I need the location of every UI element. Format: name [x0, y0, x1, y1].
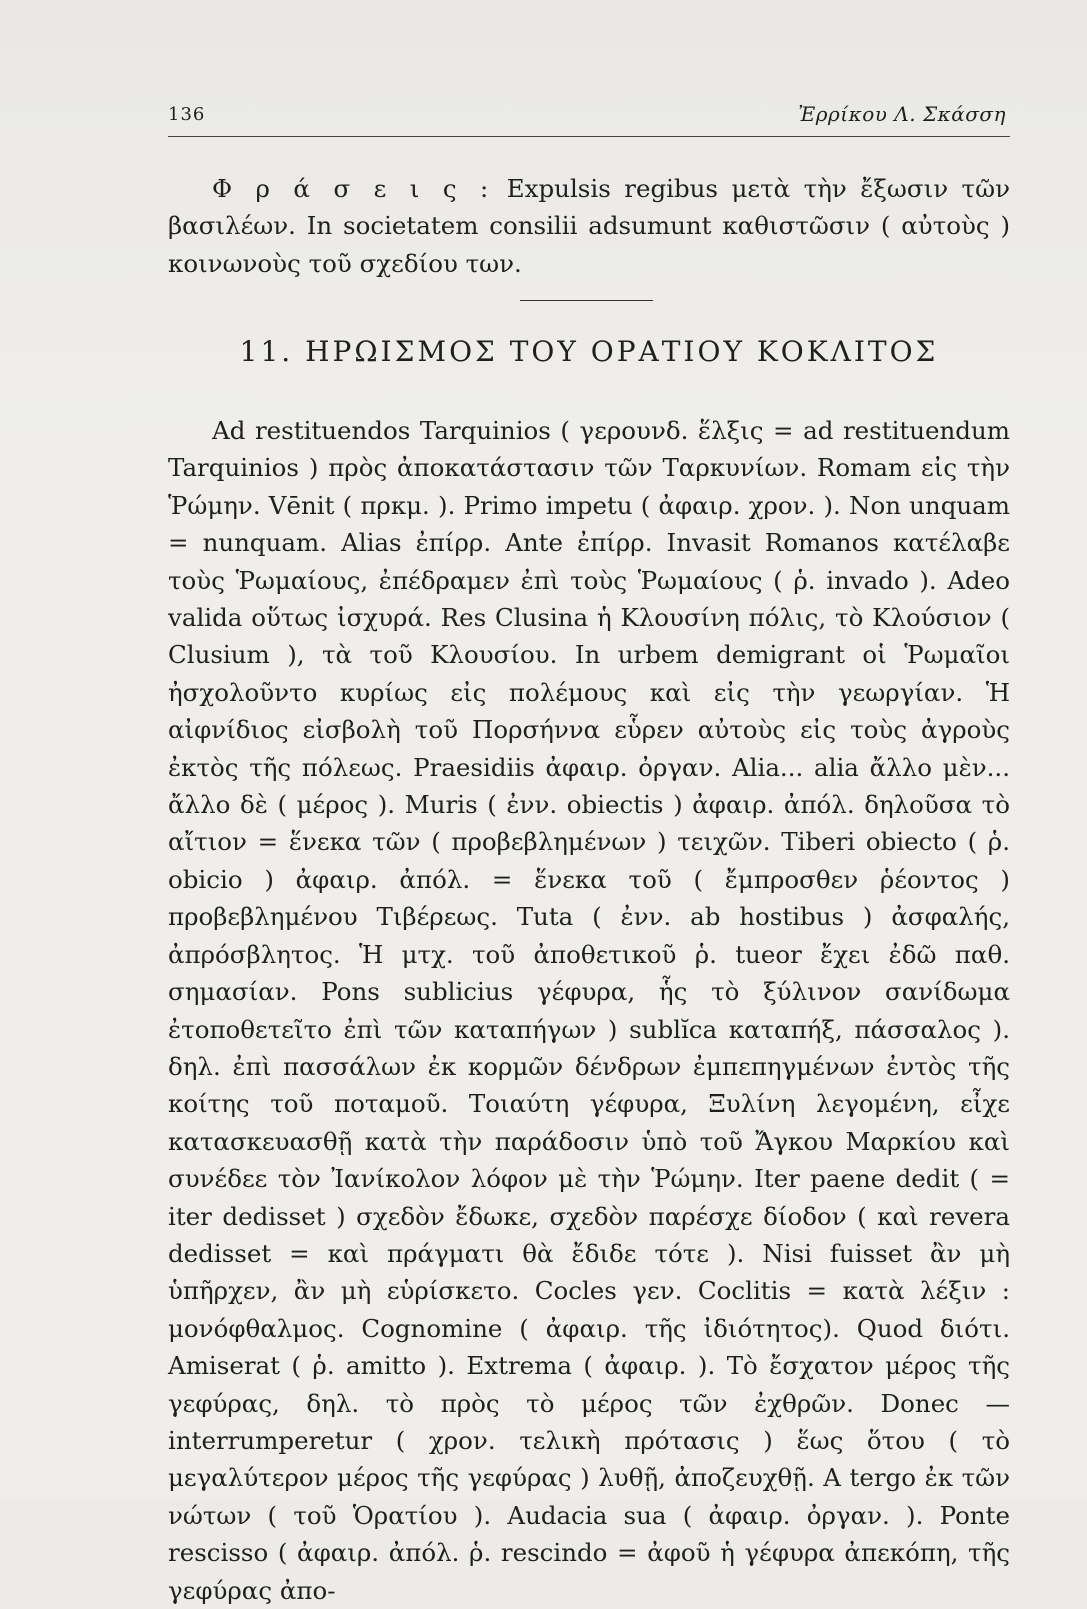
- phrases-label: Φ ρ ά σ ε ι ς :: [212, 174, 494, 203]
- phrases-body: Expulsis regibus μετὰ τὴν ἔξωσιν τῶν βασιλέων. In societatem consilii adsumunt καθιστῶσιν ( αὐτοὺς ) κοινωνοὺς τοῦ σχεδίου των.: [168, 174, 1010, 278]
- phrases-text: [168, 170, 1010, 282]
- body-text: Ad restituendos Tarquinios ( γερουνδ. ἕλξις = ad restituendum Tarquinios ) πρὸς ἀποκατάστασιν τῶν Ταρκυνίων. Romam εἰς τὴν Ῥώμην. Vēnit ( πρκμ. ). Primo impetu ( ἀφαιρ. χρον. ). Non unquam = nunquam. Alias ἐπίρρ. Ante ἐπίρρ. Invasit Romanos κατέλαβε τοὺς Ῥωμαίους, ἐπέδραμεν ἐπὶ τοὺς Ῥωμαίους ( ῥ. invado ). Adeo valida οὕτως ἰσχυρά. Res Clusina ἡ Κλουσίνη πόλις, τὸ Κλούσιον ( Clusium ), τὰ τοῦ Κλουσίου. In urbem demigrant οἱ Ῥωμαῖοι ἠσχολοῦντο κυρίως εἰς πολέμους καὶ εἰς τὴν γεωργίαν. Ἡ αἰφνίδιος εἰσβολὴ τοῦ Πορσήννα εὗρεν αὐτοὺς εἰς τοὺς ἀγροὺς ἐκτὸς τῆς πόλεως. Praesidiis ἀφαιρ. ὀργαν. Alia... alia ἄλλο μὲν... ἄλλο δὲ ( μέρος ). Muris ( ἐνν. obiectis ) ἀφαιρ. ἀπόλ. δηλοῦσα τὸ αἴτιον = ἕνεκα τῶν ( προβεβλημένων ) τειχῶν. Tiberi obiecto ( ῥ. obicio ) ἀφαιρ. ἀπόλ. = ἕνεκα τοῦ ( ἔμπροσθεν ῥέοντος ) προβεβλημένου Τιβέρεως. Tuta ( ἐνν. ab hostibus ) ἀσφαλής, ἀπρόσβλητος. Ἡ μτχ. τοῦ ἀποθετικοῦ ῥ. tueor ἔχει ἐδῶ παθ. σημασίαν. Pons sublicius γέφυρα, ἧς τὸ ξύλινον σανίδωμα ἐτοποθετεῖτο ἐπὶ τῶν καταπήγων ) sublĭca καταπήξ, πάσσαλος ). δηλ. ἐπὶ πασσάλων ἐκ κορμῶν δένδρων ἐμπεπηγμένων ἐντὸς τῆς κοίτης τοῦ ποταμοῦ. Τοιαύτη γέφυρα, Ξυλίνη λεγομένη, εἶχε κατασκευασθῇ κατὰ τὴν παράδοσιν ὑπὸ τοῦ Ἄγκου Μαρκίου καὶ συνέδεε τὸν Ἰανίκολον λόφον μὲ τὴν Ῥώμην. Iter paene dedit ( = iter dedisset ) σχεδὸν ἔδωκε, σχεδὸν παρέσχε δίοδον ( καὶ revera dedisset = καὶ πράγματι θὰ ἔδιδε τότε ). Nisi fuisset ἂν μὴ ὑπῆρχεν, ἂν μὴ εὑρίσκετο. Cocles γεν. Coclitis = κατὰ λέξιν : μονόφθαλμος. Cognomine ( ἀφαιρ. τῆς ἰδιότητος). Quod διότι. Amiserat ( ῥ. amitto ). Extrema ( ἀφαιρ. ). Τὸ ἔσχατον μέρος τῆς γεφύρας, δηλ. τὸ πρὸς τὸ μέρος τῶν ἐχθρῶν. Donec — interrumperetur ( χρον. τελικὴ πρότασις ) ἕως ὅτου ( τὸ μεγαλύτερον μέρος τῆς γεφύρας ) λυθῇ, ἀποζευχθῇ. A tergo ἐκ τῶν νώτων ( τοῦ Ὁρατίου ). Audacia sua ( ἀφαιρ. ὀργαν. ). Ponte rescisso ( ἀφαιρ. ἀπόλ. ῥ. rescindo = ἀφοῦ ἡ γέφυρα ἀπεκόπη, τῆς γεφύρας ἀπο-: [168, 416, 1010, 1605]
- section-title: 11. ΗΡΩΙΣΜΟΣ ΤΟΥ ΟΡΑΤΙΟΥ ΚΟΚΛΙΤΟΣ: [239, 335, 939, 368]
- section-divider: [520, 300, 653, 301]
- page-number: 136: [168, 104, 206, 125]
- running-head: Ἐρρίκου Λ. Σκάσση: [798, 102, 1006, 126]
- body-paragraph: [168, 412, 1010, 1609]
- phrases-paragraph: [168, 170, 1010, 282]
- page-header: [168, 96, 1010, 137]
